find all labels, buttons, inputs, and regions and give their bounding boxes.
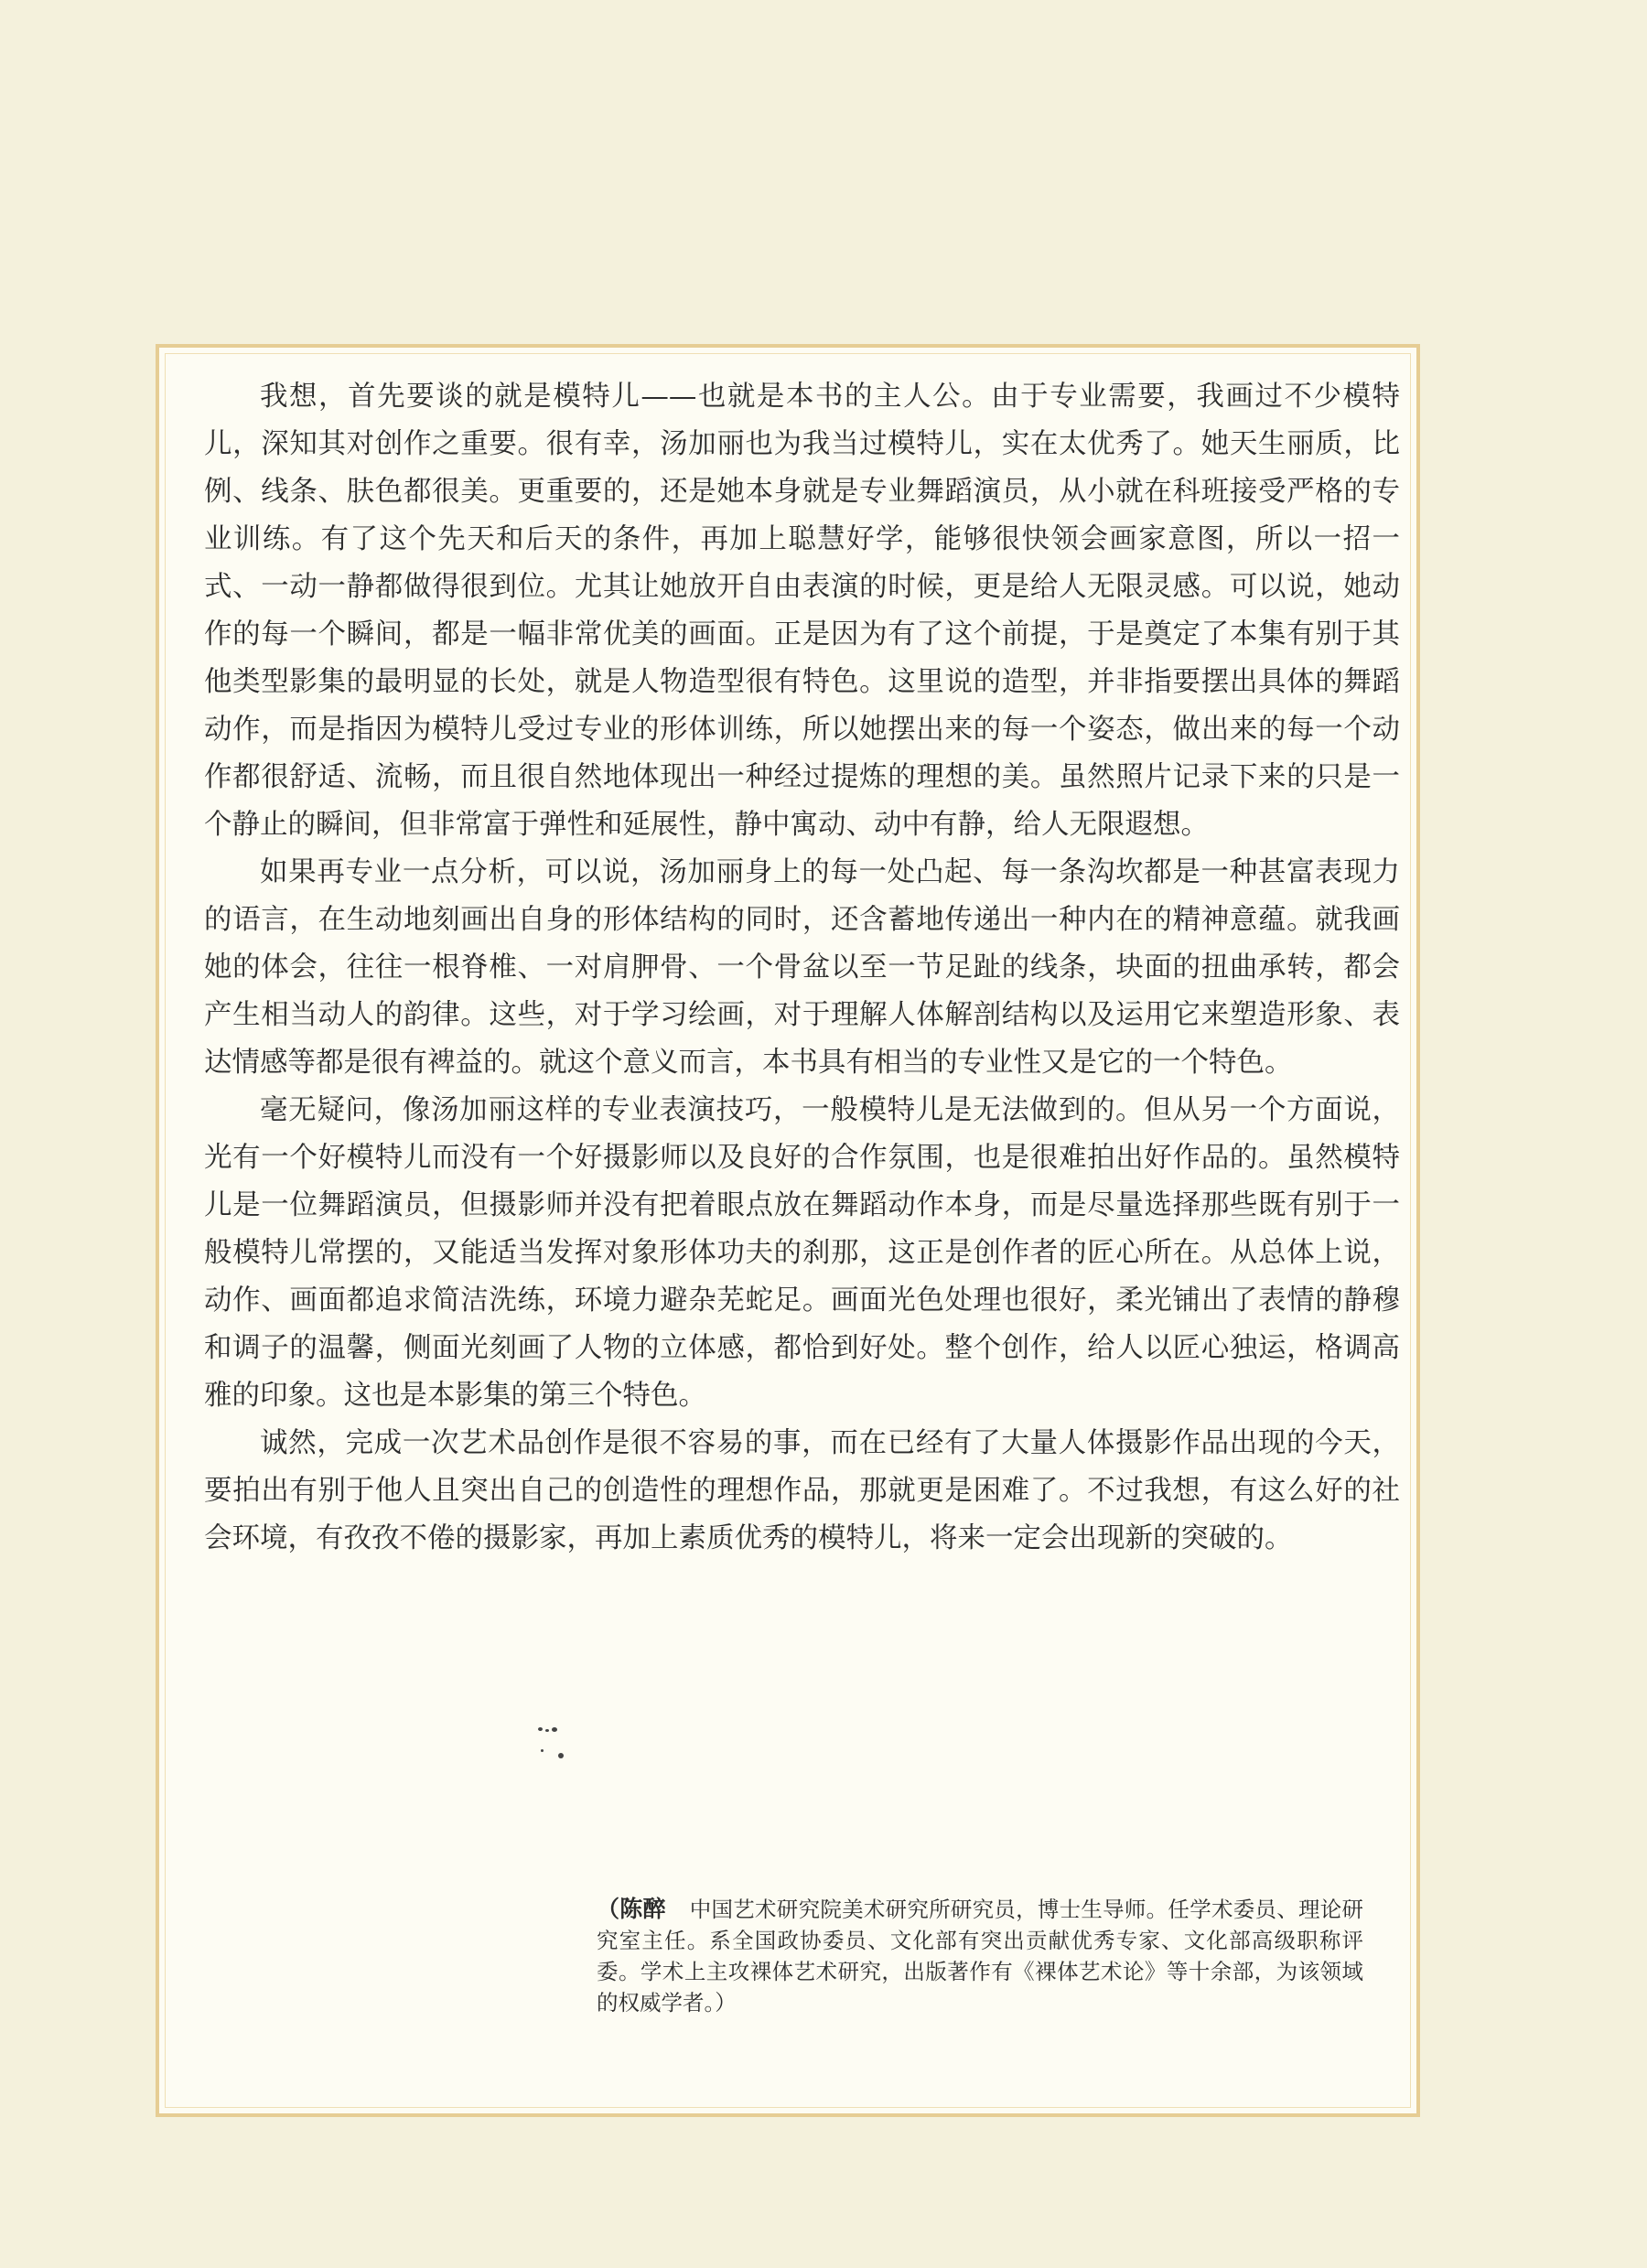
article-paragraph-4: 诚然，完成一次艺术品创作是很不容易的事，而在已经有了大量人体摄影作品出现的今天，要拍出有别于他人且突出自己的创造性的理想作品，那就更是困难了。不过我想，有这么好的社会环境，有孜孜不倦的摄影家，再加上素质优秀的模特儿，将来一定会出现新的突破的。 [204,1427,1400,1554]
author-description: 中国艺术研究院美术研究所研究员，博士生导师。任学术委员、理论研究室主任。系全国政协委员、文化部有突出贡献优秀专家、文化部高级职称评委。学术上主攻裸体艺术研究，出版著作有《裸体艺术论》等十余部，为该领域的权威学者。） [597,1897,1363,2015]
article-body [204,373,1400,1563]
article-paragraph-2: 如果再专业一点分析，可以说，汤加丽身上的每一处凸起、每一条沟坎都是一种甚富表现力的语言，在生动地刻画出自身的形体结构的同时，还含蓄地传递出一种内在的精神意蕴。就我画她的体会，往往一根脊椎、一对肩胛骨、一个骨盆以至一节足趾的线条，块面的扭曲承转，都会产生相当动人的韵律。这些，对于学习绘画，对于理解人体解剖结构以及运用它来塑造形象、表达情感等都是很有裨益的。就这个意义而言，本书具有相当的专业性又是它的一个特色。 [204,856,1400,1079]
article-paragraph-1: 我想，首先要谈的就是模特儿——也就是本书的主人公。由于专业需要，我画过不少模特儿，深知其对创作之重要。很有幸，汤加丽也为我当过模特儿，实在太优秀了。她天生丽质，比例、线条、肤色都很美。更重要的，还是她本身就是专业舞蹈演员，从小就在科班接受严格的专业训练。有了这个先天和后天的条件，再加上聪慧好学，能够很快领会画家意图，所以一招一式、一动一静都做得很到位。尤其让她放开自由表演的时候，更是给人无限灵感。可以说，她动作的每一个瞬间，都是一幅非常优美的画面。正是因为有了这个前提，于是奠定了本集有别于其他类型影集的最明显的长处，就是人物造型很有特色。这里说的造型，并非指要摆出具体的舞蹈动作，而是指因为模特儿受过专业的形体训练，所以她摆出来的每一个姿态，做出来的每一个动作都很舒适、流畅，而且很自然地体现出一种经过提炼的理想的美。虽然照片记录下来的只是一个静止的瞬间，但非常富于弹性和延展性，静中寓动、动中有静，给人无限遐想。 [204,381,1400,841]
ink-specks [538,1727,575,1773]
author-bio [597,1894,1363,2018]
author-name: （陈醉 [597,1896,666,1922]
article-paragraph-3: 毫无疑问，像汤加丽这样的专业表演技巧，一般模特儿是无法做到的。但从另一个方面说，光有一个好模特儿而没有一个好摄影师以及良好的合作氛围，也是很难拍出好作品的。虽然模特儿是一位舞蹈演员，但摄影师并没有把着眼点放在舞蹈动作本身，而是尽量选择那些既有别于一般模特儿常摆的，又能适当发挥对象形体功夫的刹那，这正是创作者的匠心所在。从总体上说，动作、画面都追求简洁洗练，环境力避杂芜蛇足。画面光色处理也很好，柔光铺出了表情的静穆和调子的温馨，侧面光刻画了人物的立体感，都恰到好处。整个创作，给人以匠心独运，格调高雅的印象。这也是本影集的第三个特色。 [204,1094,1400,1412]
